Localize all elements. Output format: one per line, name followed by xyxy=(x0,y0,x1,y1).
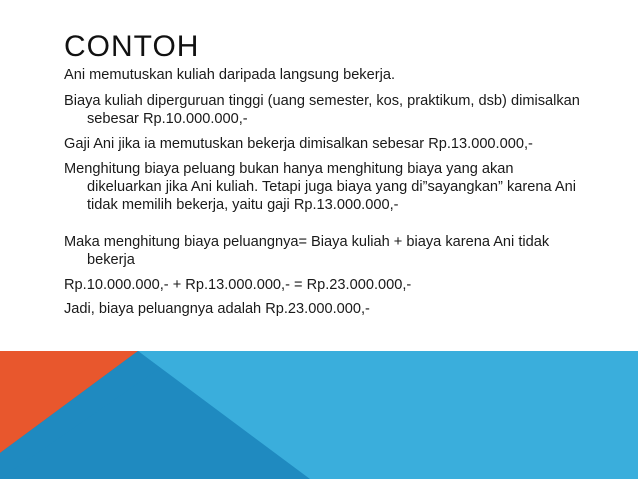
paragraph-5: Maka menghitung biaya peluangnya= Biaya kuliah + biaya karena Ani tidak bekerja xyxy=(64,234,550,268)
paragraph-4: Menghitung biaya peluang bukan hanya menghitung biaya yang akan dikeluarkan jika Ani kuliah. Tetapi juga biaya yang di”sayangkan” karena Ani tidak memilih bekerja, yaitu gaji Rp.13.000.000,- xyxy=(64,161,576,213)
paragraph-3: Gaji Ani jika ia memutuskan bekerja dimisalkan sebesar Rp.13.000.000,- xyxy=(64,136,533,152)
paragraph-6: Rp.10.000.000,- + Rp.13.000.000,- = Rp.23.000.000,- xyxy=(64,277,412,293)
slide-title: CONTOH xyxy=(64,30,200,63)
paragraph-1: Ani memutuskan kuliah daripada langsung bekerja. xyxy=(64,67,395,83)
paragraph-7: Jadi, biaya peluangnya adalah Rp.23.000.000,- xyxy=(64,301,370,317)
paragraph-2: Biaya kuliah diperguruan tinggi (uang semester, kos, praktikum, dsb) dimisalkan sebesar Rp.10.000.000,- xyxy=(64,93,580,127)
